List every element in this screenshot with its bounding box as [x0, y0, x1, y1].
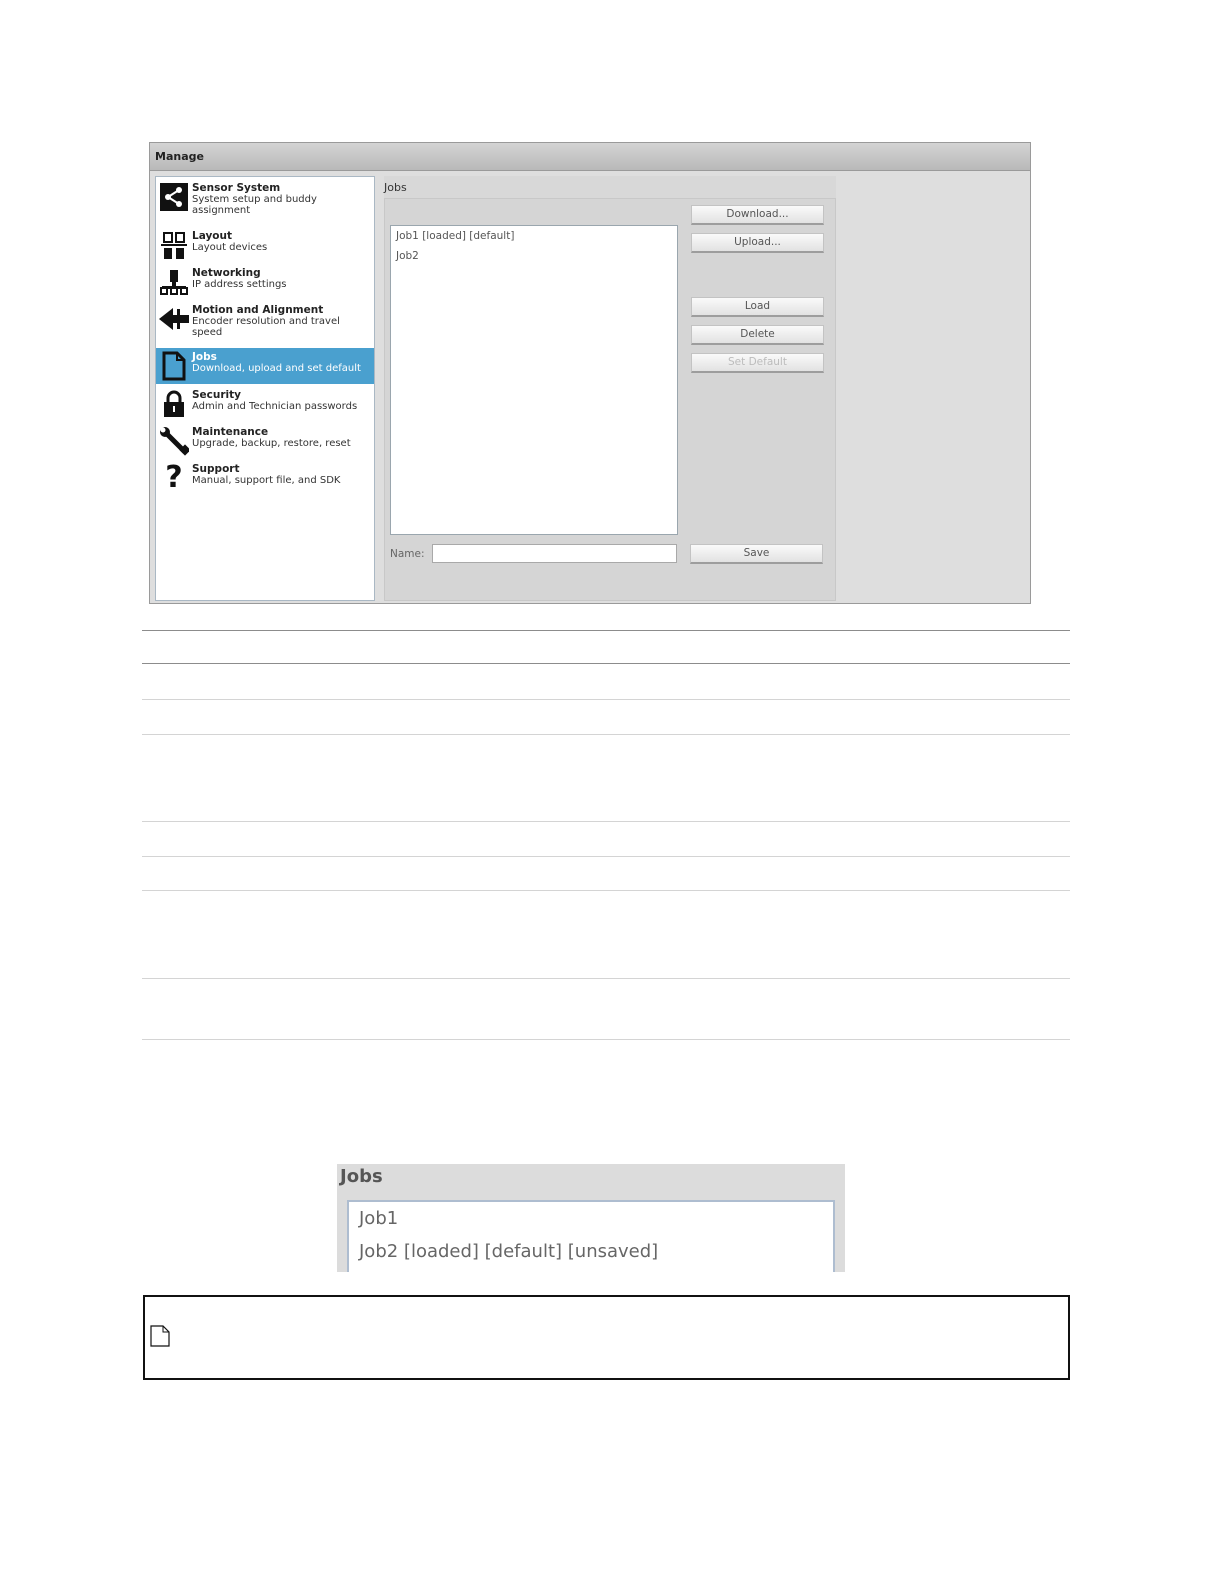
sidebar-item-title: Networking — [192, 267, 261, 279]
note-box — [143, 1295, 1070, 1380]
sidebar-item-maintenance[interactable] — [156, 423, 374, 457]
sidebar-item-title: Layout — [192, 230, 233, 242]
table-rule — [142, 821, 1070, 822]
table-rule — [142, 978, 1070, 979]
sidebar-item-support[interactable] — [156, 460, 374, 494]
sidebar-item-sensor-system[interactable] — [156, 179, 374, 223]
jobs-panel — [384, 176, 836, 601]
name-label: Name: — [390, 548, 425, 560]
note-icon — [150, 1325, 170, 1351]
table-rule — [142, 663, 1070, 664]
sidebar-item-title: Maintenance — [192, 426, 269, 438]
sidebar-item-title: Security — [192, 389, 242, 401]
sidebar-item-desc: Encoder resolution and travel speed — [192, 316, 340, 338]
sidebar-item-security[interactable] — [156, 386, 374, 420]
table-rule — [142, 1039, 1070, 1040]
lock-icon — [159, 389, 189, 419]
table-rule — [142, 856, 1070, 857]
jobs-panel-body — [384, 198, 836, 601]
wrench-icon — [159, 426, 189, 456]
sidebar-item-desc: Download, upload and set default — [192, 363, 361, 374]
name-field[interactable] — [432, 544, 677, 563]
delete-button[interactable]: Delete — [691, 325, 824, 345]
sidebar-item-title: Support — [192, 463, 240, 475]
sidebar-item-desc: Manual, support file, and SDK — [192, 475, 341, 486]
manage-window — [149, 142, 1031, 604]
sidebar-item-desc: System setup and buddy assignment — [192, 194, 317, 216]
window-title: Manage — [150, 143, 1030, 171]
jobs-snippet — [337, 1164, 845, 1272]
sidebar-item-title: Jobs — [192, 351, 217, 363]
table-rule — [142, 734, 1070, 735]
save-button[interactable]: Save — [690, 544, 823, 564]
list-item: Job1 — [359, 1208, 399, 1229]
question-icon: ? — [165, 460, 183, 495]
table-rule — [142, 699, 1070, 700]
sidebar-item-desc: IP address settings — [192, 279, 287, 290]
manage-sidebar — [155, 176, 375, 601]
motion-icon — [159, 304, 189, 334]
sidebar-item-title: Sensor System — [192, 182, 281, 194]
document-icon — [159, 351, 189, 381]
upload-button[interactable]: Upload... — [691, 233, 824, 253]
sidebar-item-motion-and-alignment[interactable] — [156, 301, 374, 347]
sidebar-item-desc: Admin and Technician passwords — [192, 401, 358, 412]
snippet-title: Jobs — [340, 1166, 383, 1187]
network-icon — [159, 267, 189, 297]
sidebar-item-title: Motion and Alignment — [192, 304, 324, 316]
list-item[interactable]: Job1 [loaded] [default] — [396, 230, 515, 242]
sidebar-item-desc: Upgrade, backup, restore, reset — [192, 438, 351, 449]
table-rule — [142, 890, 1070, 891]
sidebar-item-desc: Layout devices — [192, 242, 268, 253]
sidebar-item-layout[interactable] — [156, 227, 374, 261]
sidebar-item-networking[interactable] — [156, 264, 374, 298]
download-button[interactable]: Download... — [691, 205, 824, 225]
table-rule — [142, 630, 1070, 631]
list-item[interactable]: Job2 — [396, 250, 419, 262]
list-item: Job2 [loaded] [default] [unsaved] — [359, 1241, 659, 1262]
panel-title: Jobs — [384, 181, 407, 194]
jobs-list[interactable] — [390, 225, 678, 535]
load-button[interactable]: Load — [691, 297, 824, 317]
layout-icon — [159, 230, 189, 260]
set-default-button[interactable]: Set Default — [691, 353, 824, 373]
share-icon — [159, 182, 189, 212]
snippet-jobs-list — [347, 1200, 835, 1272]
sidebar-item-jobs[interactable] — [156, 348, 374, 384]
